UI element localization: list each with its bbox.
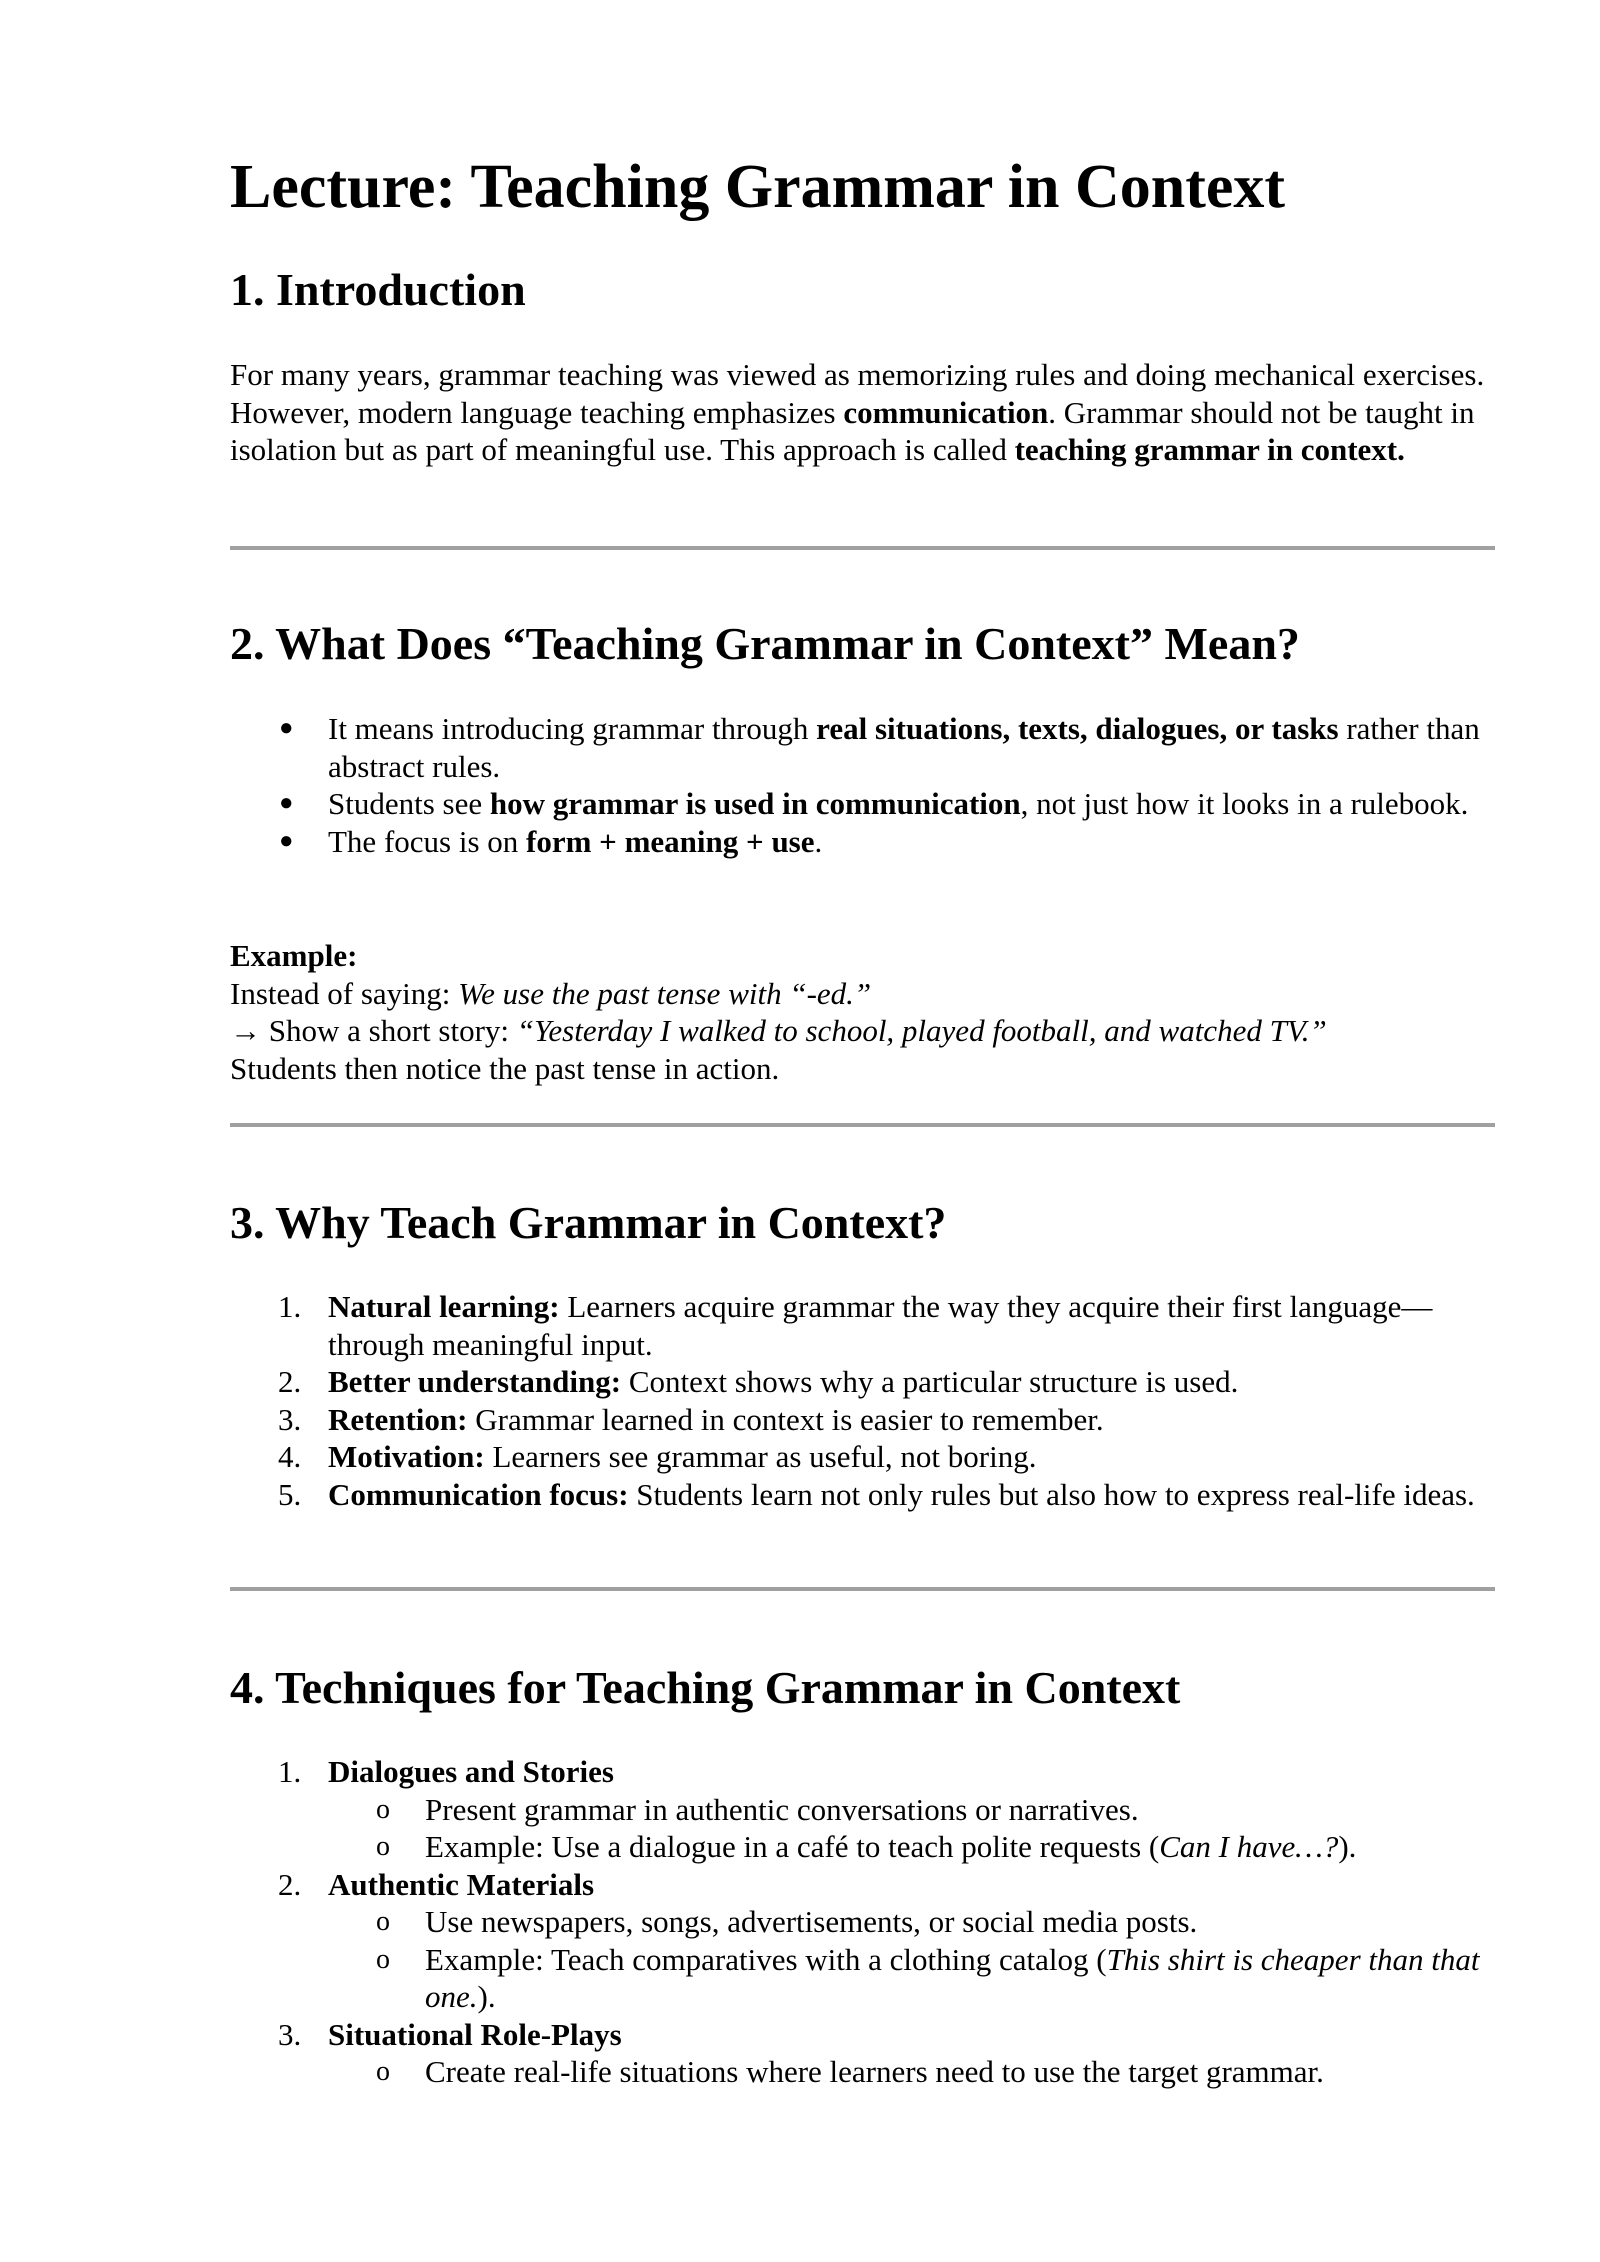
list-item — [230, 1476, 1495, 1514]
example-text: Instead of saying: — [230, 975, 459, 1011]
bullet-text: It means introducing grammar through — [328, 711, 817, 746]
technique-title: Dialogues and Stories — [328, 1754, 614, 1789]
list-item — [230, 1866, 1495, 2016]
example-line-2 — [230, 1012, 1495, 1050]
example-italic-text: “Yesterday I walked to school, played football, and watched TV.” — [516, 1013, 1327, 1048]
section-2-heading: 2. What Does “Teaching Grammar in Context” Mean? — [230, 618, 1300, 669]
meaning-bullet-list — [230, 710, 1495, 860]
bullet-icon: ● — [279, 715, 294, 741]
section-divider-3 — [230, 1587, 1495, 1591]
bullet-text: , not just how it looks in a rulebook. — [1020, 786, 1469, 821]
section-4-heading: 4. Techniques for Teaching Grammar in Context — [230, 1662, 1181, 1713]
example-line-3: Students then notice the past tense in action. — [230, 1050, 780, 1086]
list-item — [230, 785, 1495, 823]
reason-text: Grammar learned in context is easier to remember. — [467, 1401, 1104, 1437]
list-number: 3. — [278, 1401, 302, 1437]
reason-title: Better understanding: — [328, 1364, 622, 1399]
intro-bold-teaching-grammar: teaching grammar in context. — [1014, 432, 1405, 467]
section-divider-2 — [230, 1123, 1495, 1127]
sub-item-text: Present grammar in authentic conversations or narratives. — [425, 1791, 1139, 1827]
section-1-heading: 1. Introduction — [230, 264, 526, 315]
sub-list-item — [328, 1828, 1495, 1866]
reason-text: Students learn not only rules but also how to express real-life ideas. — [628, 1476, 1475, 1512]
bullet-bold-text: form + meaning + use — [526, 823, 815, 859]
section-3-heading: 3. Why Teach Grammar in Context? — [230, 1197, 947, 1248]
bullet-text: Students see — [328, 786, 490, 821]
list-number: 1. — [278, 1754, 302, 1789]
sub-item-text: Use newspapers, songs, advertisements, or social media posts. — [425, 1904, 1198, 1939]
reason-text: Context shows why a particular structure is used. — [621, 1364, 1239, 1399]
bullet-icon: ● — [279, 790, 294, 816]
bullet-text: rather than abstract rules. — [328, 711, 1480, 784]
circle-bullet-icon: o — [376, 2056, 390, 2087]
page-title: Lecture: Teaching Grammar in Context — [230, 153, 1286, 221]
list-item — [230, 710, 1495, 785]
list-item — [230, 1288, 1495, 1363]
list-item — [230, 1753, 1495, 1866]
bullet-text: The focus is on — [328, 823, 527, 859]
reasons-numbered-list — [230, 1288, 1495, 1513]
technique-title: Situational Role-Plays — [328, 2016, 622, 2052]
intro-text-part-1: For many years, grammar teaching was viewed as memorizing rules and doing mechanical exercises. However, modern language teaching emphasizes — [230, 357, 1485, 430]
example-italic-text: We use the past tense with “-ed.” — [458, 975, 872, 1011]
sub-list-item — [328, 2053, 1495, 2091]
list-item — [230, 823, 1495, 861]
sub-item-italic: This shirt is cheaper than that one. — [425, 1941, 1480, 2014]
sub-item-text: Create real-life situations where learners need to use the target grammar. — [425, 2054, 1324, 2089]
list-item — [230, 2016, 1495, 2091]
technique-sub-list — [328, 1791, 1495, 1866]
list-number: 3. — [278, 2016, 302, 2052]
techniques-numbered-list — [230, 1753, 1495, 2091]
intro-text — [230, 356, 1495, 469]
list-number: 4. — [278, 1439, 302, 1474]
reason-title: Motivation: — [328, 1439, 485, 1474]
list-number: 5. — [278, 1476, 302, 1512]
intro-bold-communication: communication — [843, 394, 1049, 430]
list-number: 2. — [278, 1866, 302, 1902]
intro-text-part-2: . Grammar should not be taught in isolation but as part of meaningful use. This approach is called — [230, 394, 1475, 467]
reason-text: Learners acquire grammar the way they acquire their first language—through meaningful input. — [328, 1289, 1433, 1362]
reason-title: Natural learning: — [328, 1289, 560, 1324]
list-number: 2. — [278, 1364, 302, 1399]
bullet-text: . — [814, 823, 823, 859]
sub-item-text: ). — [477, 1979, 496, 2014]
reason-title: Retention: — [328, 1401, 468, 1437]
intro-paragraph — [230, 356, 1495, 469]
sub-item-italic: Can I have…? — [1159, 1829, 1339, 1864]
sub-item-text: ). — [1338, 1829, 1357, 1864]
sub-list-item — [328, 1903, 1495, 1941]
sub-item-text: Example: Use a dialogue in a café to teach polite requests ( — [425, 1829, 1160, 1864]
sub-list-item — [328, 1941, 1495, 2016]
section-divider-1 — [230, 546, 1495, 550]
list-item — [230, 1401, 1495, 1439]
reason-title: Communication focus: — [328, 1476, 629, 1512]
circle-bullet-icon: o — [376, 1793, 390, 1825]
example-text: → Show a short story: — [230, 1013, 517, 1048]
example-line-1 — [230, 975, 1495, 1013]
example-label: Example: — [230, 938, 358, 973]
technique-sub-list — [328, 1903, 1495, 2016]
sub-list-item — [328, 1791, 1495, 1829]
example-block — [230, 937, 1495, 1087]
bullet-bold-text: real situations, texts, dialogues, or tasks — [816, 711, 1339, 746]
list-item — [230, 1438, 1495, 1476]
list-number: 1. — [278, 1289, 302, 1324]
circle-bullet-icon: o — [376, 1943, 390, 1975]
bullet-bold-text: how grammar is used in communication — [489, 786, 1021, 821]
circle-bullet-icon: o — [376, 1831, 390, 1862]
sub-item-text: Example: Teach comparatives with a clothing catalog ( — [425, 1941, 1107, 1977]
technique-title: Authentic Materials — [328, 1866, 595, 1902]
list-item — [230, 1363, 1495, 1401]
technique-sub-list — [328, 2053, 1495, 2091]
bullet-icon: ● — [279, 827, 294, 854]
reason-text: Learners see grammar as useful, not boring. — [484, 1439, 1037, 1474]
circle-bullet-icon: o — [376, 1906, 390, 1937]
